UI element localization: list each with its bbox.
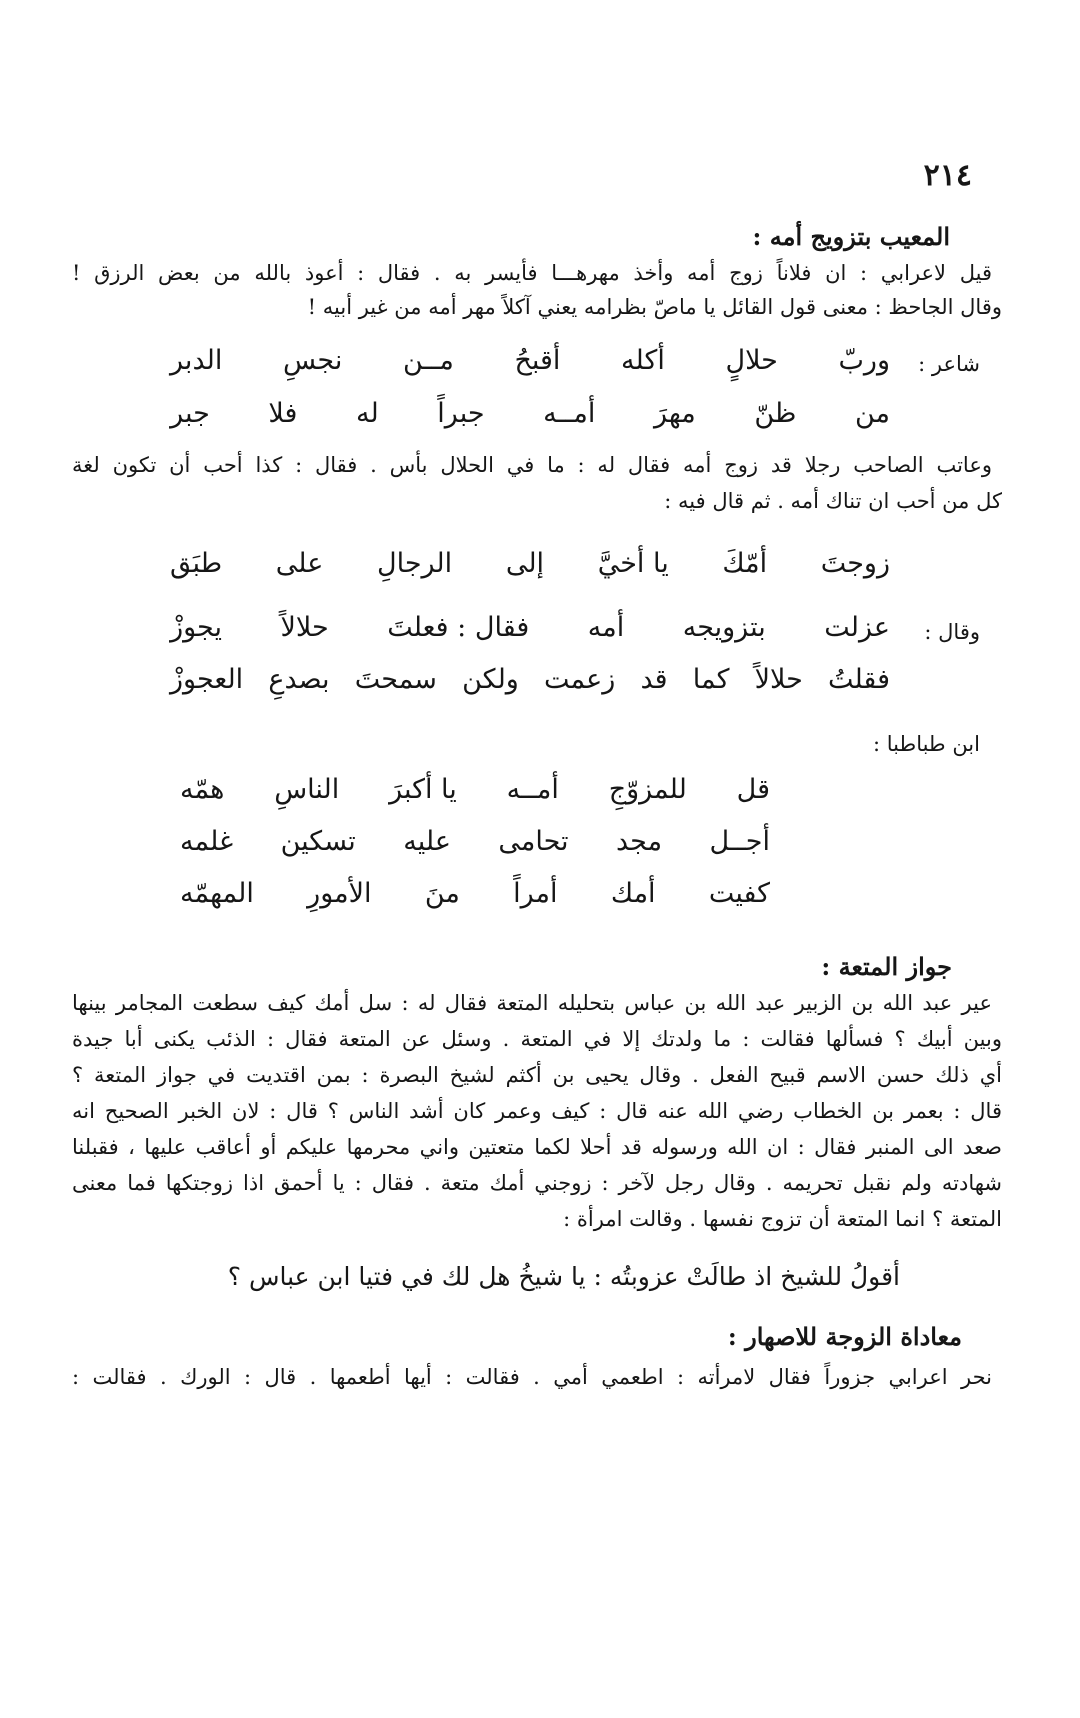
verse-word: سمحتَ (354, 664, 437, 695)
verse-word: زعمت (544, 664, 616, 695)
verse-word: الدبر (170, 345, 223, 376)
verse-word: منَ (424, 878, 460, 909)
verse-word: أكله (621, 345, 665, 376)
verse-line (180, 774, 770, 805)
verse-word: جبر (170, 398, 210, 429)
verse-word: فقال : فعلتَ (387, 612, 530, 643)
verse-word: عزلت (824, 612, 890, 643)
verse-word: زوجتَ (820, 548, 890, 579)
verse-word: على (275, 548, 324, 579)
verse-word: حلالاً (280, 612, 329, 643)
verse-line (170, 345, 890, 376)
verse-word: مهرَ (653, 398, 696, 429)
section-title-in-laws: معاداة الزوجة للاصهار : (727, 1322, 962, 1351)
verse-line (170, 398, 890, 429)
verse-word: الأمورِ (307, 878, 372, 909)
verse-word: من (854, 398, 890, 429)
verse-word: كما (692, 664, 730, 695)
verse-word: الناسِ (274, 774, 340, 805)
verse-word: أمك (610, 878, 656, 909)
verse-word: حلالاً (754, 664, 803, 695)
verse-word: إلى (505, 548, 545, 579)
poet-label: وقال : (924, 620, 980, 644)
verse-word: قل (736, 774, 770, 805)
verse-word: همّه (180, 774, 225, 805)
paragraph-line: وقال الجاحظ : معنى قول القائل يا ماصّ بظرامه يعني آكلاً مهر أمه من غير أبيه ! (307, 295, 1002, 319)
verse-word: أمراً (513, 878, 558, 909)
verse-word: كفيت (708, 878, 770, 909)
paragraph-line: شهادته ولم نقبل تحريمه . وقال رجل لآخر : زوجني أمك متعة . فقال : يا أحمق اذا زوجتكها فما معنى (72, 1171, 1002, 1195)
verse-word: مــن (402, 345, 454, 376)
verse-line (180, 878, 770, 909)
poet-label: شاعر : (918, 352, 980, 376)
verse-line (170, 548, 890, 579)
verse-word: بتزويجه (682, 612, 766, 643)
paragraph-line: المتعة ؟ انما المتعة أن تزوج نفسها . وقالت امرأة : (563, 1207, 1002, 1231)
verse-word: أمه (587, 612, 625, 643)
verse-word: عليه (403, 826, 451, 857)
verse-word: المهمّه (180, 878, 254, 909)
verse-word: له (356, 398, 379, 429)
verse-word: يا أخيَّ (597, 548, 669, 579)
paragraph-line: كل من أحب ان تناك أمه . ثم قال فيه : (664, 489, 1002, 513)
verse-word: يجوزْ (170, 612, 222, 643)
verse-word: للمزوّجِ (608, 774, 687, 805)
verse-word: طبَق (170, 548, 223, 579)
verse-word: العجوزْ (170, 664, 244, 695)
verse-line (170, 612, 890, 643)
verse-word: يا أكبرَ (389, 774, 457, 805)
verse-word: وربّ (838, 345, 890, 376)
verse-word: أمــه (506, 774, 559, 805)
paragraph-line: أي ذلك حسن الاسم قبيح الفعل . وقال يحيى بن أكثم لشيخ البصرة : بمن اقتديت في جواز المتعة ؟ (72, 1063, 1002, 1087)
section-title-mother-marriage: المعيب بتزويج أمه : (752, 222, 950, 251)
verse-word: جبراً (437, 398, 485, 429)
verse-word: فقلتُ (827, 664, 890, 695)
paragraph-line: قيل لاعرابي : ان فلاناً زوج أمه وأخذ مهرهـــا فأيسر به . فقال : أعوذ بالله من بعض الرزق ! (72, 261, 992, 285)
paragraph-line: وبين أبيك ؟ فسألها فقالت : ما ولدتك إلا في المتعة . وسئل عن المتعة فقال : الذئب يكنى أبا جيدة (72, 1027, 1002, 1051)
verse-line (170, 664, 890, 695)
verse-word: فلا (268, 398, 298, 429)
paragraph-line: قال : بعمر بن الخطاب رضي الله عنه قال : كيف وعمر كان أشد الناس ؟ قال : لان الخبر الصحيح انه (72, 1099, 1002, 1123)
verse-word: مجد (616, 826, 663, 857)
verse-word: غلمه (180, 826, 234, 857)
verse-word: ولكن (462, 664, 519, 695)
paragraph-line: وعاتب الصاحب رجلا قد زوج أمه فقال له : ما في الحلال بأس . فقال : كذا أحب أن تكون لغة (72, 453, 992, 477)
page-number: ٢١٤ (923, 158, 972, 193)
verse-word: الرجالِ (377, 548, 453, 579)
verse-word: أقبحُ (514, 345, 561, 376)
verse-word: تسكين (280, 826, 356, 857)
section-title-mutah: جواز المتعة : (821, 952, 952, 981)
verse-word: نجسِ (282, 345, 343, 376)
verse-word: أجــل (709, 826, 770, 857)
verse-word: بصدعِ (268, 664, 330, 695)
verse-word: أمّكَ (722, 548, 768, 579)
paragraph-line: نحر اعرابي جزوراً فقال لامرأته : اطعمي أمي . فقالت : أيها أطعمها . قال : الورك . فقالت : (72, 1365, 992, 1389)
verse-word: تحامى (498, 826, 569, 857)
verse-word: ظنّ (754, 398, 797, 429)
verse-line (180, 826, 770, 857)
paragraph-line: صعد الى المنبر فقال : ان الله ورسوله قد أحلا لكما متعتين واني محرمها عليكم أو أعاقب عليها ، فقبلنا (72, 1135, 1002, 1159)
verse-word: قد (640, 664, 668, 695)
verse-word: أمــه (543, 398, 596, 429)
verse-word: حلالٍ (725, 345, 778, 376)
verse-line: أقولُ للشيخ اذ طالَتْ عزوبتُه : يا شيخُ هل لك في فتيا ابن عباس ؟ (227, 1262, 900, 1291)
poet-label: ابن طباطبا : (873, 732, 980, 756)
paragraph-line: عير عبد الله بن الزبير عبد الله بن عباس بتحليله المتعة فقال له : سل أمك كيف سطعت المجامر بينها (72, 991, 992, 1015)
